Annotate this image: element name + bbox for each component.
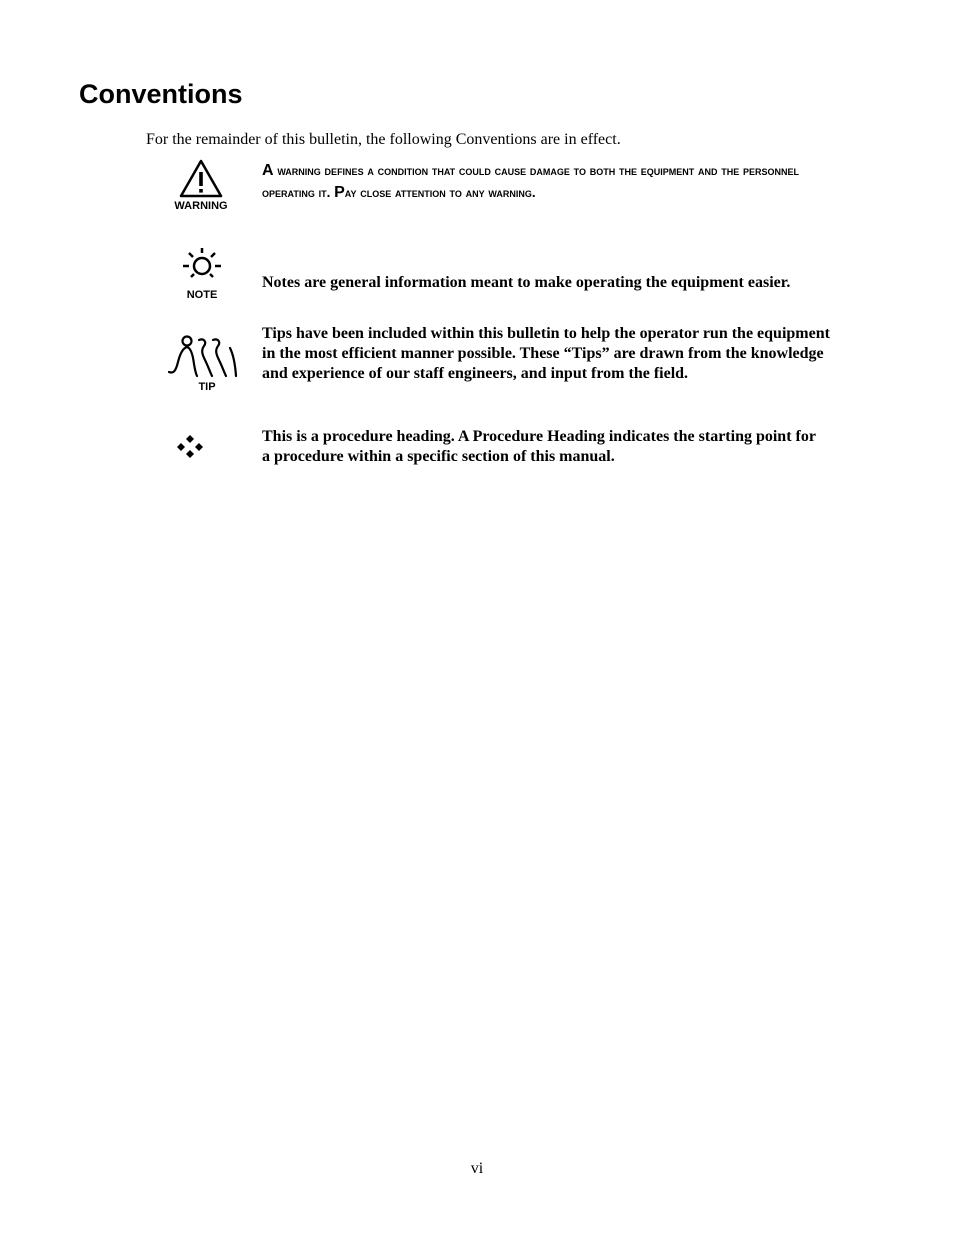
page-number: vi (470, 1160, 484, 1177)
tip-text: Tips have been included within this bulletin to help the operator run the equipment in the most efficient manner possible. These “Tips” are drawn from the knowledge and experience of our staff engineers, and input from the field. (262, 325, 830, 382)
warning-icon-label: WARNING (174, 200, 228, 212)
warning-text-part1: warning defines a condition that could cause damage to both the equipment and the personnel operating it. (262, 163, 799, 200)
page-title: Conventions (79, 79, 243, 109)
tip-hand-icon (166, 334, 240, 382)
procedure-text: This is a procedure heading. A Procedure Heading indicates the starting point for a procedure within a specific section of this manual. (262, 428, 816, 465)
warning-first-letter: A (262, 162, 274, 179)
tip-icon-label: TIP (198, 381, 216, 393)
warning-text (262, 160, 852, 204)
warning-second-letter: P (334, 184, 345, 201)
lightbulb-icon (180, 246, 224, 284)
note-text: Notes are general information meant to make operating the equipment easier. (262, 274, 791, 291)
intro-text: For the remainder of this bulletin, the following Conventions are in effect. (146, 131, 621, 148)
warning-text-part2: ay close attention to any warning. (344, 185, 536, 200)
diamond-cluster-icon (176, 434, 204, 460)
warning-triangle-icon (178, 159, 224, 199)
note-icon-label: NOTE (186, 289, 218, 301)
